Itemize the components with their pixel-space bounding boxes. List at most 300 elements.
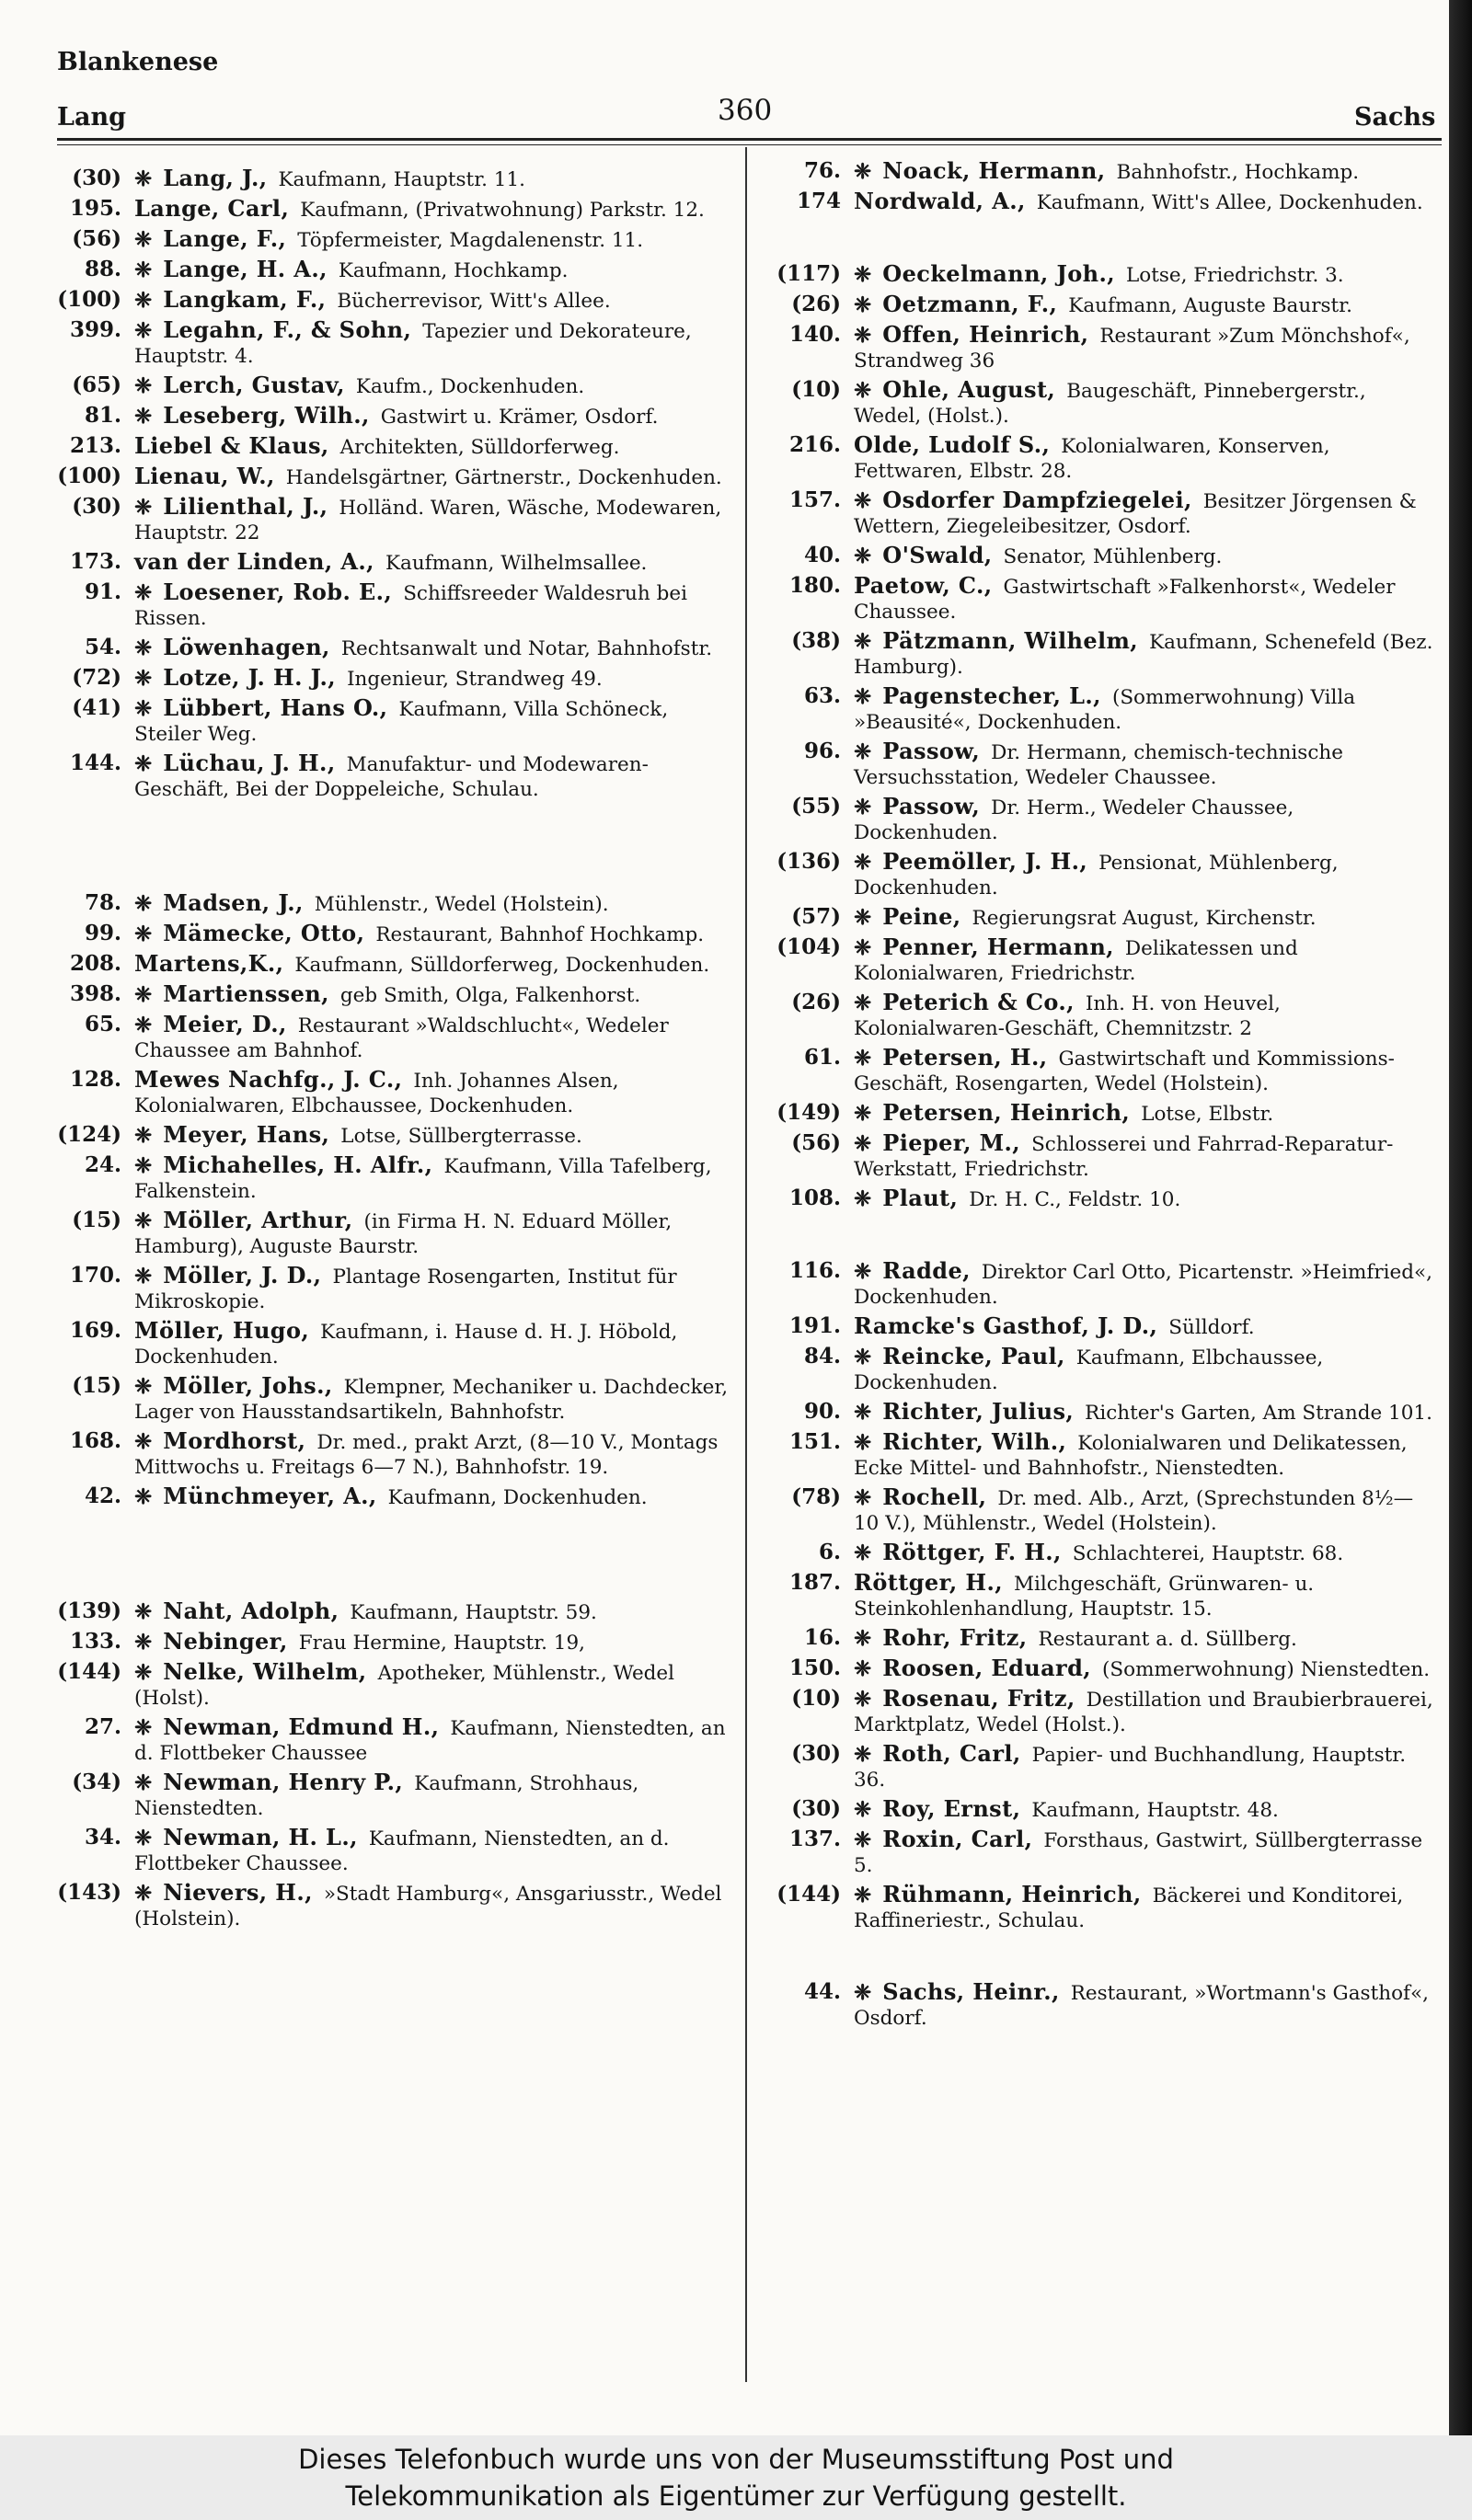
subscriber-details: Mühlenstr., Wedel (Holstein).: [314, 893, 609, 916]
phone-number: 63.: [803, 683, 841, 708]
directory-entry: [48, 1880, 740, 1931]
phone-number: 191.: [788, 1313, 841, 1338]
subscriber-name: Richter, Julius,: [882, 1398, 1075, 1425]
subscriber-name: Penner, Hermann,: [882, 934, 1114, 960]
entry-text: [854, 1827, 1437, 1878]
phone-number: 174: [796, 189, 841, 213]
subscriber-name: Petersen, Heinrich,: [882, 1099, 1131, 1126]
subscriber-name: O'Swald,: [882, 542, 993, 568]
directory-entry: [765, 573, 1437, 624]
phone-number: 169.: [69, 1318, 121, 1343]
subscriber-name: Röttger, H.,: [854, 1569, 1003, 1596]
phone-number: 128.: [69, 1067, 121, 1092]
subscriber-name: Löwenhagen,: [163, 634, 330, 660]
phone-number: 140.: [788, 322, 841, 347]
subscriber-name: Peine,: [882, 903, 961, 930]
subscriber-mark-icon: ❈: [134, 1264, 153, 1289]
phone-number: (72): [72, 665, 121, 690]
subscriber-name: Noack, Hermann,: [882, 157, 1106, 184]
subscriber-name: Radde,: [882, 1257, 971, 1284]
subscriber-details: Kaufmann, Villa Schöneck, Steiler Weg.: [134, 698, 669, 746]
entry-text: [134, 1428, 740, 1480]
entry-text: [134, 257, 740, 283]
subscriber-name: Langkam, F.,: [163, 286, 327, 313]
phone-number: (30): [791, 1796, 841, 1821]
directory-entry: [765, 432, 1437, 484]
subscriber-details: Gastwirt u. Krämer, Osdorf.: [380, 406, 659, 429]
subscriber-details: Lotse, Elbstr.: [1141, 1103, 1274, 1126]
subscriber-name: Plaut,: [882, 1185, 959, 1211]
subscriber-details: Delikatessen und Kolonialwaren, Friedrichstr.: [854, 937, 1298, 985]
subscriber-name: Lang, J.,: [163, 165, 268, 191]
section-gap: [48, 1514, 740, 1598]
entry-text: [134, 665, 740, 692]
subscriber-details: Restaurant »Zum Mönchshof«, Strandweg 36: [854, 325, 1410, 372]
subscriber-details: Kaufmann, Nienstedten, an d. Flottbeker Chaussee: [134, 1717, 726, 1765]
phone-number: (26): [791, 990, 841, 1014]
directory-entry: [765, 1130, 1437, 1182]
subscriber-name: Sachs, Heinr.,: [882, 1978, 1060, 2005]
entry-text: [134, 226, 740, 253]
entry-text: [854, 292, 1437, 318]
subscriber-details: Papier- und Buchhandlung, Hauptstr. 36.: [854, 1744, 1407, 1792]
subscriber-name: Nievers, H.,: [163, 1879, 313, 1906]
subscriber-details: Bahnhofstr., Hochkamp.: [1116, 161, 1360, 184]
subscriber-details: Richter's Garten, Am Strande 101.: [1085, 1402, 1432, 1425]
directory-entry: [765, 1100, 1437, 1127]
subscriber-mark-icon: ❈: [134, 1881, 153, 1906]
subscriber-mark-icon: ❈: [854, 684, 872, 709]
entry-text: [854, 1344, 1437, 1395]
entry-text: [134, 1483, 740, 1510]
entry-text: [854, 849, 1437, 900]
entry-text: [134, 317, 740, 369]
subscriber-mark-icon: ❈: [134, 1826, 153, 1850]
subscriber-details: Kaufmann, i. Hause d. H. J. Höbold, Dockenhuden.: [134, 1321, 678, 1369]
subscriber-name: Lotze, J. H. J.,: [163, 664, 337, 691]
subscriber-name: Roy, Ernst,: [882, 1795, 1021, 1822]
directory-entry: [765, 1796, 1437, 1823]
subscriber-name: Möller, Johs.,: [163, 1372, 333, 1399]
entry-text: [854, 1100, 1437, 1127]
subscriber-mark-icon: ❈: [854, 1687, 872, 1712]
subscriber-name: Naht, Adolph,: [163, 1598, 339, 1624]
directory-entry: [765, 904, 1437, 931]
directory-entry: [765, 1045, 1437, 1096]
subscriber-mark-icon: ❈: [134, 495, 153, 520]
subscriber-name: Michahelles, H. Alfr.,: [163, 1151, 433, 1178]
directory-entry: [765, 683, 1437, 735]
entry-text: [854, 377, 1437, 429]
directory-entry: [48, 890, 740, 917]
subscriber-name: Mewes Nachfg., J. C.,: [134, 1066, 403, 1093]
subscriber-mark-icon: ❈: [134, 318, 153, 343]
subscriber-mark-icon: ❈: [134, 1630, 153, 1655]
entry-text: [854, 990, 1437, 1041]
phone-number: (10): [791, 377, 841, 402]
phone-number: 180.: [788, 573, 841, 598]
directory-entry: [48, 226, 740, 253]
phone-number: 137.: [788, 1827, 841, 1851]
directory-entry: [765, 1882, 1437, 1933]
phone-number: (124): [57, 1122, 121, 1147]
subscriber-name: Newman, Henry P.,: [163, 1769, 404, 1795]
directory-entry: [765, 1258, 1437, 1310]
directory-entry: [48, 1122, 740, 1149]
subscriber-details: Dr. Herm., Wedeler Chaussee, Dockenhuden.: [854, 796, 1294, 844]
subscriber-details: Rechtsanwalt und Notar, Bahnhofstr.: [340, 637, 713, 660]
subscriber-mark-icon: ❈: [854, 1430, 872, 1455]
phone-number: 42.: [84, 1483, 121, 1508]
entry-text: [134, 981, 740, 1008]
subscriber-name: Legahn, F., & Sohn,: [163, 316, 412, 343]
entry-text: [134, 549, 740, 576]
subscriber-details: Bäckerei und Konditorei, Raffineriestr., Schulau.: [854, 1884, 1404, 1932]
subscriber-details: Manufaktur- und Modewaren-Geschäft, Bei der Doppeleiche, Schulau.: [134, 753, 649, 801]
subscriber-name: Loesener, Rob. E.,: [163, 578, 393, 605]
phone-number: 90.: [803, 1399, 841, 1424]
subscriber-name: Newman, H. L.,: [163, 1824, 358, 1850]
subscriber-details: Architekten, Sülldorferweg.: [339, 436, 620, 459]
subscriber-name: van der Linden, A.,: [134, 548, 374, 575]
subscriber-mark-icon: ❈: [134, 636, 153, 660]
phone-number: 44.: [803, 1979, 841, 2004]
subscriber-name: Martienssen,: [163, 980, 329, 1007]
phone-number: (15): [72, 1208, 121, 1232]
phone-number: (56): [72, 226, 121, 251]
subscriber-name: Möller, J. D.,: [163, 1262, 322, 1289]
entry-text: [854, 189, 1437, 215]
entry-text: [134, 1067, 740, 1118]
entry-text: [134, 1263, 740, 1314]
directory-entry: [48, 549, 740, 576]
entry-text: [134, 695, 740, 747]
subscriber-details: Bücherrevisor, Witt's Allee.: [337, 290, 611, 313]
subscriber-details: Kaufmann, Auguste Baurstr.: [1068, 294, 1352, 317]
directory-entry: [765, 543, 1437, 569]
subscriber-name: Pätzmann, Wilhelm,: [882, 627, 1139, 654]
directory-entry: [48, 1483, 740, 1510]
subscriber-details: Kolonialwaren und Delikatessen, Ecke Mittel- und Bahnhofstr., Nienstedten.: [854, 1432, 1408, 1480]
entry-text: [854, 934, 1437, 986]
entry-text: [854, 1570, 1437, 1621]
subscriber-name: Ohle, August,: [882, 376, 1056, 403]
subscriber-details: Kaufmann, Wilhelmsallee.: [385, 552, 648, 575]
phone-number: (38): [791, 628, 841, 653]
subscriber-details: Pensionat, Mühlenberg, Dockenhuden.: [854, 852, 1339, 899]
phone-number: 151.: [788, 1429, 841, 1454]
directory-entry: [48, 1659, 740, 1711]
subscriber-name: Newman, Edmund H.,: [163, 1713, 440, 1740]
entry-text: [854, 158, 1437, 185]
entry-text: [134, 951, 740, 978]
subscriber-name: Petersen, H.,: [882, 1044, 1048, 1071]
entry-text: [854, 1741, 1437, 1793]
subscriber-details: Restaurant »Waldschlucht«, Wedeler Chaussee am Bahnhof.: [134, 1014, 669, 1062]
phone-number: (144): [776, 1882, 841, 1907]
subscriber-mark-icon: ❈: [134, 666, 153, 691]
entry-text: [854, 1429, 1437, 1481]
subscriber-details: Apotheker, Mühlenstr., Wedel (Holst).: [134, 1662, 675, 1710]
subscriber-name: Leseberg, Wilh.,: [163, 402, 370, 429]
entry-text: [854, 1186, 1437, 1212]
entry-text: [134, 1318, 740, 1369]
phone-number: (30): [791, 1741, 841, 1766]
entry-text: [134, 1208, 740, 1259]
directory-entry: [765, 1429, 1437, 1481]
entry-text: [854, 322, 1437, 373]
subscriber-mark-icon: ❈: [854, 1400, 872, 1425]
directory-entry: [765, 1655, 1437, 1682]
subscriber-mark-icon: ❈: [134, 227, 153, 252]
directory-entry: [765, 487, 1437, 539]
entry-text: [854, 1130, 1437, 1182]
subscriber-mark-icon: ❈: [854, 1742, 872, 1767]
subscriber-mark-icon: ❈: [134, 922, 153, 946]
subscriber-name: Passow,: [882, 738, 981, 764]
subscriber-details: Gastwirtschaft »Falkenhorst«, Wedeler Chaussee.: [854, 576, 1396, 624]
entry-text: [854, 1045, 1437, 1096]
phone-number: (34): [72, 1770, 121, 1794]
page-number: 360: [718, 94, 773, 127]
subscriber-mark-icon: ❈: [854, 935, 872, 960]
phone-number: 81.: [84, 403, 121, 428]
entry-text: [854, 573, 1437, 624]
subscriber-name: Reincke, Paul,: [882, 1343, 1065, 1369]
subscriber-mark-icon: ❈: [134, 1153, 153, 1178]
subscriber-mark-icon: ❈: [134, 1429, 153, 1454]
subscriber-mark-icon: ❈: [134, 1599, 153, 1624]
phone-number: 6.: [818, 1540, 841, 1564]
directory-entry: [48, 166, 740, 192]
subscriber-details: Kaufmann, (Privatwohnung) Parkstr. 12.: [300, 199, 705, 222]
directory-entry: [48, 1263, 740, 1314]
subscriber-details: Schiffsreeder Waldesruh bei Rissen.: [134, 582, 687, 630]
section-gap: [765, 219, 1437, 261]
subscriber-name: Lilienthal, J.,: [163, 493, 328, 520]
directory-entry: [765, 1484, 1437, 1536]
directory-entry: [765, 990, 1437, 1041]
entry-text: [134, 921, 740, 947]
phone-number: 195.: [69, 196, 121, 221]
directory-entry: [765, 189, 1437, 215]
subscriber-name: Offen, Heinrich,: [882, 321, 1089, 348]
subscriber-details: Gastwirtschaft und Kommissions-Geschäft, Rosengarten, Wedel (Holstein).: [854, 1048, 1395, 1095]
entry-text: [134, 635, 740, 661]
subscriber-mark-icon: ❈: [854, 488, 872, 513]
subscriber-mark-icon: ❈: [134, 288, 153, 313]
directory-entry: [48, 372, 740, 399]
directory-entry: [48, 1629, 740, 1655]
directory-entry: [48, 433, 740, 460]
entry-text: [134, 1012, 740, 1063]
subscriber-name: Peterich & Co.,: [882, 989, 1075, 1015]
directory-entry: [48, 1318, 740, 1369]
right-catchword: Sachs: [1354, 103, 1436, 132]
place-heading: Blankenese: [57, 48, 219, 76]
directory-entry: [48, 1598, 740, 1625]
directory-entry: [48, 1770, 740, 1821]
subscriber-details: (Sommerwohnung) Villa »Beausité«, Dockenhuden.: [854, 686, 1356, 734]
directory-entry: [765, 292, 1437, 318]
directory-entry: [48, 196, 740, 223]
phone-number: (55): [791, 794, 841, 819]
subscriber-details: Plantage Rosengarten, Institut für Mikroskopie.: [134, 1266, 677, 1313]
directory-entry: [765, 628, 1437, 680]
subscriber-name: Lange, Carl,: [134, 195, 290, 222]
subscriber-details: geb Smith, Olga, Falkenhorst.: [339, 984, 641, 1007]
directory-entry: [765, 1344, 1437, 1395]
phone-number: 133.: [69, 1629, 121, 1654]
phone-number: 88.: [84, 257, 121, 281]
phone-number: 61.: [803, 1045, 841, 1070]
phone-number: 54.: [84, 635, 121, 659]
phone-number: 208.: [69, 951, 121, 976]
directory-entry: [48, 635, 740, 661]
entry-text: [134, 196, 740, 223]
subscriber-name: Möller, Arthur,: [163, 1207, 353, 1233]
entry-text: [134, 1629, 740, 1655]
directory-entry: [765, 261, 1437, 288]
subscriber-details: Kaufmann, Dockenhuden.: [387, 1486, 648, 1509]
phone-number: (117): [776, 261, 841, 286]
entry-text: [134, 166, 740, 192]
subscriber-name: Lange, H. A.,: [163, 256, 328, 282]
subscriber-name: Lange, F.,: [163, 225, 287, 252]
phone-number: 108.: [788, 1186, 841, 1210]
entry-text: [134, 1770, 740, 1821]
subscriber-name: Rochell,: [882, 1483, 987, 1510]
subscriber-name: Rohr, Fritz,: [882, 1624, 1028, 1651]
subscriber-mark-icon: ❈: [854, 1541, 872, 1565]
entry-text: [854, 904, 1437, 931]
subscriber-name: Madsen, J.,: [163, 889, 304, 916]
phone-number: (15): [72, 1373, 121, 1398]
subscriber-details: Milchgeschäft, Grünwaren- u. Steinkohlenhandlung, Hauptstr. 15.: [854, 1573, 1315, 1621]
subscriber-mark-icon: ❈: [134, 1374, 153, 1399]
subscriber-name: Nelke, Wilhelm,: [163, 1658, 367, 1685]
phone-number: (143): [57, 1880, 121, 1905]
directory-entry: [765, 1399, 1437, 1426]
entry-text: [854, 1399, 1437, 1426]
subscriber-details: Lotse, Friedrichstr. 3.: [1125, 264, 1344, 287]
subscriber-details: Baugeschäft, Pinnebergerstr., Wedel, (Holst.).: [854, 380, 1366, 428]
entry-text: [134, 1152, 740, 1204]
entry-text: [134, 433, 740, 460]
subscriber-details: Lotse, Süllbergterrasse.: [340, 1125, 582, 1148]
directory-entry: [765, 1741, 1437, 1793]
entry-text: [854, 1796, 1437, 1823]
phone-number: (78): [791, 1484, 841, 1509]
phone-number: 91.: [84, 579, 121, 604]
directory-entry: [48, 1067, 740, 1118]
subscriber-details: Inh. H. von Heuvel, Kolonialwaren-Geschäft, Chemnitzstr. 2: [854, 992, 1281, 1040]
subscriber-name: Münchmeyer, A.,: [163, 1483, 377, 1509]
phone-number: 24.: [84, 1152, 121, 1177]
directory-entry: [48, 1152, 740, 1204]
subscriber-mark-icon: ❈: [854, 1827, 872, 1852]
entry-text: [134, 1122, 740, 1149]
phone-number: 187.: [788, 1570, 841, 1595]
phone-number: 170.: [69, 1263, 121, 1288]
subscriber-mark-icon: ❈: [134, 404, 153, 429]
phone-number: 157.: [788, 487, 841, 512]
phone-number: (30): [72, 166, 121, 190]
subscriber-name: Roth, Carl,: [882, 1740, 1021, 1767]
directory-entry: [48, 981, 740, 1008]
directory-entry: [765, 1313, 1437, 1340]
subscriber-mark-icon: ❈: [854, 1626, 872, 1651]
directory-entry: [765, 158, 1437, 185]
phone-number: 78.: [84, 890, 121, 915]
subscriber-mark-icon: ❈: [134, 1770, 153, 1795]
subscriber-details: Kaufm., Dockenhuden.: [355, 375, 585, 398]
subscriber-name: Paetow, C.,: [854, 572, 993, 599]
subscriber-details: Kaufmann, Nienstedten, an d. Flottbeker Chaussee.: [134, 1827, 670, 1875]
entry-text: [854, 487, 1437, 539]
subscriber-mark-icon: ❈: [854, 1101, 872, 1126]
entry-text: [854, 1484, 1437, 1536]
directory-entry: [765, 1186, 1437, 1212]
phone-number: 216.: [788, 432, 841, 457]
subscriber-name: Lüchau, J. H.,: [163, 750, 336, 776]
entry-text: [134, 494, 740, 545]
phone-number: (26): [791, 292, 841, 316]
subscriber-mark-icon: ❈: [854, 1656, 872, 1681]
directory-entry: [765, 934, 1437, 986]
subscriber-details: Kaufmann, Elbchaussee, Dockenhuden.: [854, 1346, 1324, 1394]
phone-number: 144.: [69, 750, 121, 775]
subscriber-details: Sülldorf.: [1168, 1316, 1255, 1339]
entry-text: [134, 579, 740, 631]
directory-entry: [48, 494, 740, 545]
directory-entry: [48, 1825, 740, 1876]
subscriber-mark-icon: ❈: [134, 166, 153, 191]
entry-text: [854, 261, 1437, 288]
scan-edge: [1449, 0, 1472, 2435]
subscriber-details: Kaufmann, Strohhaus, Nienstedten.: [134, 1772, 639, 1820]
subscriber-mark-icon: ❈: [134, 1123, 153, 1148]
phone-number: 168.: [69, 1428, 121, 1453]
entry-text: [134, 750, 740, 802]
subscriber-name: Martens,K.,: [134, 950, 284, 977]
subscriber-details: Regierungsrat August, Kirchenstr.: [972, 907, 1317, 930]
subscriber-details: Kaufmann, Hochkamp.: [338, 259, 569, 282]
phone-number: (41): [72, 695, 121, 720]
subscriber-details: Restaurant a. d. Süllberg.: [1038, 1628, 1297, 1651]
entry-text: [854, 1540, 1437, 1566]
phone-number: (30): [72, 494, 121, 519]
footer-line-1: Dieses Telefonbuch wurde uns von der Museumsstiftung Post und: [298, 2444, 1174, 2475]
subscriber-details: Kaufmann, Hauptstr. 59.: [350, 1601, 597, 1624]
subscriber-mark-icon: ❈: [854, 1186, 872, 1211]
subscriber-details: Klempner, Mechaniker u. Dachdecker, Lager von Hausstandsartikeln, Bahnhofstr.: [134, 1376, 729, 1424]
entry-text: [854, 628, 1437, 680]
subscriber-details: Frau Hermine, Hauptstr. 19,: [298, 1632, 585, 1655]
directory-entry: [48, 1714, 740, 1766]
directory-entry: [765, 322, 1437, 373]
subscriber-name: Richter, Wilh.,: [882, 1428, 1067, 1455]
subscriber-mark-icon: ❈: [854, 850, 872, 875]
subscriber-details: Ingenieur, Strandweg 49.: [347, 668, 603, 691]
phone-number: (56): [791, 1130, 841, 1155]
directory-entry: [48, 257, 740, 283]
phone-number: (139): [57, 1598, 121, 1623]
phone-number: 65.: [84, 1012, 121, 1037]
phone-number: 398.: [69, 981, 121, 1006]
entry-text: [134, 1714, 740, 1766]
subscriber-name: Oeckelmann, Joh.,: [882, 260, 1115, 287]
